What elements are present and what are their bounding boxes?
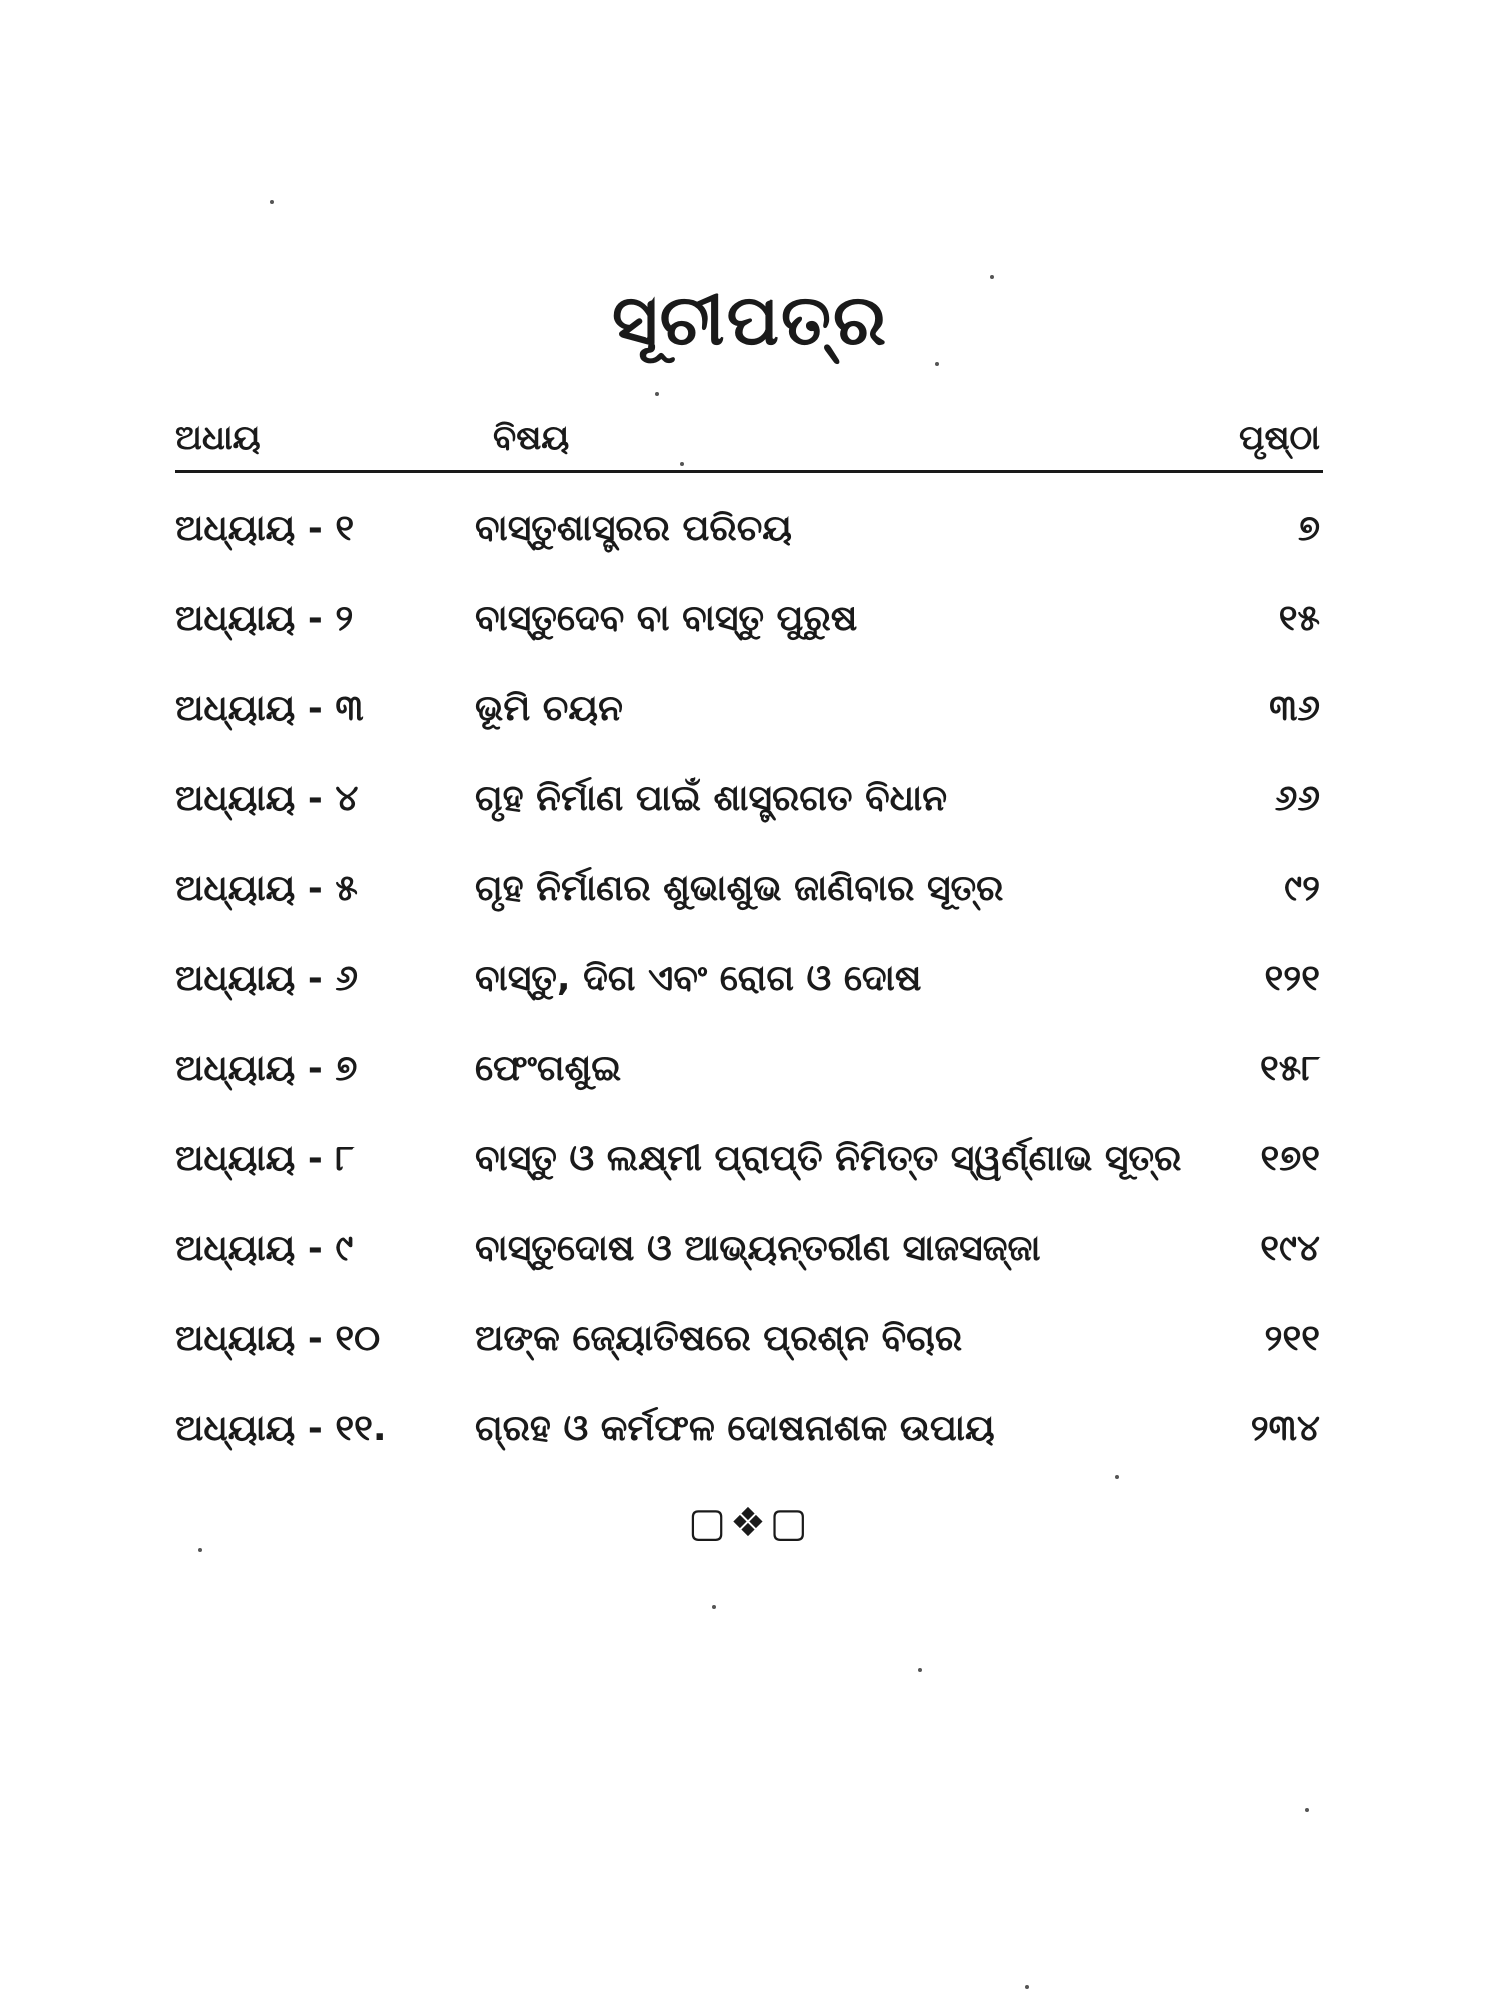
chapter-label: ଅଧ୍ୟାୟ - ୧: [175, 508, 355, 549]
subject-title: ଫେଂଗଶୁଇ: [475, 1048, 622, 1089]
page-number: ୯୨: [1284, 868, 1320, 909]
table-row: [175, 1218, 1320, 1308]
header-chapter: ଅଧାୟ: [175, 418, 261, 458]
chapter-label: ଅଧ୍ୟାୟ - ୭: [175, 1048, 358, 1089]
table-row: [175, 1038, 1320, 1128]
chapter-label: ଅଧ୍ୟାୟ - ୧୧.: [175, 1408, 387, 1449]
table-row: [175, 948, 1320, 1038]
page-number: ୧୨୧: [1264, 958, 1320, 999]
table-row: [175, 858, 1320, 948]
scan-speck: [270, 200, 274, 204]
scan-speck: [712, 1605, 716, 1609]
page-number: ୭: [1297, 508, 1320, 549]
table-row: [175, 498, 1320, 588]
chapter-label: ଅଧ୍ୟାୟ - ୩: [175, 688, 364, 729]
contents-table: [175, 498, 1320, 1488]
subject-title: ବାସ୍ତୁ, ଦିଗ ଏବଂ ରୋଗ ଓ ଦୋଷ: [475, 958, 922, 999]
page-number: ୬୬: [1274, 778, 1320, 819]
scan-speck: [990, 275, 994, 279]
subject-title: ଗୃହ ନିର୍ମାଣର ଶୁଭାଶୁଭ ଜାଣିବାର ସୂତ୍ର: [475, 868, 1004, 909]
chapter-label: ଅଧ୍ୟାୟ - ୧୦: [175, 1318, 381, 1359]
page-number: ୨୧୧: [1264, 1318, 1320, 1359]
chapter-label: ଅଧ୍ୟାୟ - ୪: [175, 778, 359, 819]
page-number: ୨୩୪: [1250, 1408, 1320, 1449]
scan-speck: [935, 362, 939, 366]
page-number: ୧୫୮: [1259, 1048, 1320, 1089]
header-page: ପୃଷ୍ଠା: [1239, 418, 1320, 458]
page-number: ୧୭୧: [1260, 1138, 1320, 1179]
table-row: [175, 588, 1320, 678]
chapter-label: ଅଧ୍ୟାୟ - ୮: [175, 1138, 355, 1179]
page-number: ୩୬: [1269, 688, 1320, 729]
subject-title: ବାସ୍ତୁଦେବ ବା ବାସ୍ତୁ ପୁରୁଷ: [475, 598, 858, 639]
table-row: [175, 1398, 1320, 1488]
page-title: ସୂଚୀପତ୍ର: [612, 279, 888, 361]
header-divider: [175, 470, 1323, 473]
scan-speck: [1115, 1475, 1119, 1479]
page-number: ୧୫: [1278, 598, 1320, 639]
chapter-label: ଅଧ୍ୟାୟ - ୯: [175, 1228, 354, 1269]
subject-title: ବାସ୍ତୁଶାସ୍ତ୍ରର ପରିଚୟ: [475, 508, 792, 549]
table-row: [175, 678, 1320, 768]
table-row: [175, 1128, 1320, 1218]
table-row: [175, 1308, 1320, 1398]
header-subject: ବିଷୟ: [493, 418, 570, 458]
subject-title: ବାସ୍ତୁ ଓ ଲକ୍ଷ୍ମୀ ପ୍ରାପ୍ତି ନିମିତ୍ତ ସ୍ୱର୍ଣ୍ଣାଭ ସୂତ୍ର: [475, 1138, 1182, 1179]
subject-title: ଅଙ୍କ ଜ୍ୟୋତିଷରେ ପ୍ରଶ୍ନ ବିଚାର: [475, 1318, 963, 1359]
subject-title: ବାସ୍ତୁଦୋଷ ଓ ଆଭ୍ୟନ୍ତରୀଣ ସାଜସଜ୍ଜା: [475, 1228, 1041, 1269]
scan-speck: [680, 462, 684, 466]
scan-speck: [1025, 1985, 1029, 1989]
subject-title: ଗ୍ରହ ଓ କର୍ମଫଳ ଦୋଷନାଶକ ଉପାୟ: [475, 1408, 995, 1449]
subject-title: ଭୂମି ଚୟନ: [475, 688, 623, 729]
table-header: [175, 418, 1320, 468]
scan-speck: [1305, 1808, 1309, 1812]
table-row: [175, 768, 1320, 858]
scan-speck: [655, 392, 659, 396]
subject-title: ଗୃହ ନିର୍ମାଣ ପାଇଁ ଶାସ୍ତ୍ରଗତ ବିଧାନ: [475, 778, 948, 819]
end-ornament: ▢❖▢: [688, 1500, 812, 1546]
chapter-label: ଅଧ୍ୟାୟ - ୬: [175, 958, 358, 999]
chapter-label: ଅଧ୍ୟାୟ - ୨: [175, 598, 354, 639]
scan-speck: [918, 1668, 922, 1672]
page-number: ୧୯୪: [1260, 1228, 1320, 1269]
chapter-label: ଅଧ୍ୟାୟ - ୫: [175, 868, 358, 909]
scan-speck: [198, 1548, 202, 1552]
